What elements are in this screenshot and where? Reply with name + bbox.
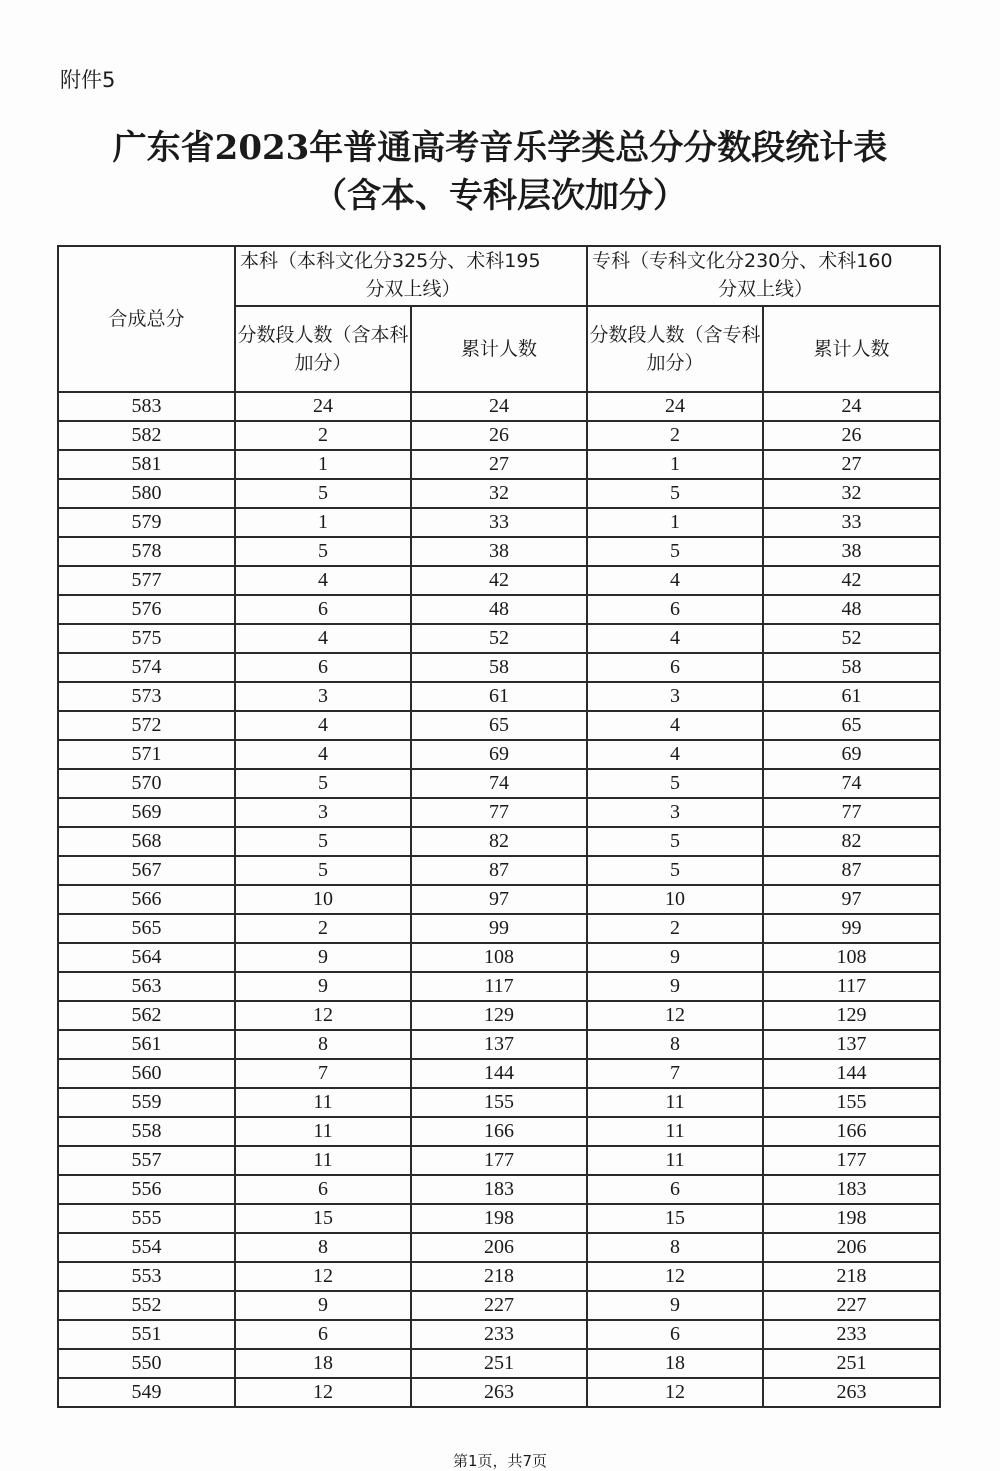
table-body xyxy=(58,392,940,1407)
table-row xyxy=(58,769,940,798)
zhuanke-cumulative-cell: 77 xyxy=(763,798,940,827)
score-cell: 560 xyxy=(58,1059,235,1088)
header-zhuanke-cumulative: 累计人数 xyxy=(763,306,940,392)
score-cell: 568 xyxy=(58,827,235,856)
benke-cumulative-cell: 129 xyxy=(411,1001,587,1030)
benke-cumulative-cell: 108 xyxy=(411,943,587,972)
table-row xyxy=(58,479,940,508)
document-subtitle: （含本、专科层次加分） xyxy=(313,176,687,216)
zhuanke-cumulative-cell: 99 xyxy=(763,914,940,943)
benke-cumulative-cell: 144 xyxy=(411,1059,587,1088)
benke-count-cell: 11 xyxy=(235,1117,411,1146)
table-row xyxy=(58,1320,940,1349)
score-cell: 576 xyxy=(58,595,235,624)
header-group-zhuanke-line2: 分双上线） xyxy=(717,278,813,300)
benke-count-cell: 7 xyxy=(235,1059,411,1088)
table-row xyxy=(58,1059,940,1088)
benke-count-cell: 12 xyxy=(235,1262,411,1291)
table-row xyxy=(58,450,940,479)
header-benke-count: 分数段人数（含本科加分） xyxy=(235,306,411,392)
zhuanke-cumulative-cell: 24 xyxy=(763,392,940,421)
zhuanke-count-cell: 1 xyxy=(587,450,763,479)
zhuanke-cumulative-cell: 61 xyxy=(763,682,940,711)
zhuanke-count-cell: 10 xyxy=(587,885,763,914)
benke-count-cell: 5 xyxy=(235,537,411,566)
benke-count-cell: 12 xyxy=(235,1378,411,1407)
benke-count-cell: 6 xyxy=(235,653,411,682)
header-zhuanke-count: 分数段人数（含专科加分） xyxy=(587,306,763,392)
benke-count-cell: 9 xyxy=(235,972,411,1001)
benke-cumulative-cell: 218 xyxy=(411,1262,587,1291)
zhuanke-cumulative-cell: 108 xyxy=(763,943,940,972)
score-cell: 573 xyxy=(58,682,235,711)
zhuanke-cumulative-cell: 117 xyxy=(763,972,940,1001)
benke-count-cell: 18 xyxy=(235,1349,411,1378)
benke-cumulative-cell: 155 xyxy=(411,1088,587,1117)
score-cell: 561 xyxy=(58,1030,235,1059)
table-row xyxy=(58,1088,940,1117)
table-row xyxy=(58,1291,940,1320)
score-cell: 579 xyxy=(58,508,235,537)
score-cell: 563 xyxy=(58,972,235,1001)
benke-cumulative-cell: 33 xyxy=(411,508,587,537)
benke-cumulative-cell: 166 xyxy=(411,1117,587,1146)
zhuanke-count-cell: 6 xyxy=(587,1175,763,1204)
table-row xyxy=(58,798,940,827)
zhuanke-count-cell: 3 xyxy=(587,798,763,827)
benke-count-cell: 8 xyxy=(235,1030,411,1059)
benke-count-cell: 4 xyxy=(235,624,411,653)
zhuanke-count-cell: 5 xyxy=(587,827,763,856)
benke-cumulative-cell: 183 xyxy=(411,1175,587,1204)
benke-cumulative-cell: 87 xyxy=(411,856,587,885)
zhuanke-count-cell: 4 xyxy=(587,740,763,769)
header-benke-cumulative: 累计人数 xyxy=(411,306,587,392)
header-group-zhuanke xyxy=(587,246,940,306)
score-cell: 571 xyxy=(58,740,235,769)
benke-count-cell: 1 xyxy=(235,450,411,479)
zhuanke-cumulative-cell: 32 xyxy=(763,479,940,508)
zhuanke-count-cell: 15 xyxy=(587,1204,763,1233)
score-cell: 582 xyxy=(58,421,235,450)
benke-cumulative-cell: 137 xyxy=(411,1030,587,1059)
benke-cumulative-cell: 52 xyxy=(411,624,587,653)
zhuanke-count-cell: 9 xyxy=(587,943,763,972)
table-row xyxy=(58,624,940,653)
table-row xyxy=(58,682,940,711)
score-cell: 549 xyxy=(58,1378,235,1407)
table-row xyxy=(58,740,940,769)
benke-count-cell: 15 xyxy=(235,1204,411,1233)
benke-cumulative-cell: 69 xyxy=(411,740,587,769)
score-cell: 567 xyxy=(58,856,235,885)
score-cell: 572 xyxy=(58,711,235,740)
score-cell: 555 xyxy=(58,1204,235,1233)
page-number: 第1页，共7页 xyxy=(452,1452,548,1470)
zhuanke-count-cell: 12 xyxy=(587,1262,763,1291)
benke-count-cell: 6 xyxy=(235,595,411,624)
zhuanke-cumulative-cell: 155 xyxy=(763,1088,940,1117)
table-row xyxy=(58,885,940,914)
table-row xyxy=(58,508,940,537)
benke-count-cell: 5 xyxy=(235,856,411,885)
benke-cumulative-cell: 99 xyxy=(411,914,587,943)
table-row xyxy=(58,392,940,421)
benke-count-cell: 2 xyxy=(235,914,411,943)
zhuanke-cumulative-cell: 26 xyxy=(763,421,940,450)
zhuanke-count-cell: 2 xyxy=(587,421,763,450)
table-row xyxy=(58,1001,940,1030)
score-cell: 564 xyxy=(58,943,235,972)
header-group-benke-line1: 本科（本科文化分325分、术科195 xyxy=(240,250,541,272)
benke-count-cell: 10 xyxy=(235,885,411,914)
zhuanke-cumulative-cell: 144 xyxy=(763,1059,940,1088)
benke-count-cell: 8 xyxy=(235,1233,411,1262)
score-cell: 566 xyxy=(58,885,235,914)
benke-cumulative-cell: 227 xyxy=(411,1291,587,1320)
header-group-zhuanke-line1: 专科（专科文化分230分、术科160 xyxy=(592,250,893,272)
zhuanke-cumulative-cell: 198 xyxy=(763,1204,940,1233)
zhuanke-count-cell: 11 xyxy=(587,1117,763,1146)
zhuanke-count-cell: 5 xyxy=(587,479,763,508)
benke-cumulative-cell: 61 xyxy=(411,682,587,711)
benke-cumulative-cell: 233 xyxy=(411,1320,587,1349)
zhuanke-count-cell: 4 xyxy=(587,711,763,740)
benke-cumulative-cell: 198 xyxy=(411,1204,587,1233)
zhuanke-count-cell: 12 xyxy=(587,1001,763,1030)
table-row xyxy=(58,1204,940,1233)
zhuanke-count-cell: 11 xyxy=(587,1146,763,1175)
table-row xyxy=(58,1349,940,1378)
benke-cumulative-cell: 26 xyxy=(411,421,587,450)
benke-cumulative-cell: 27 xyxy=(411,450,587,479)
benke-count-cell: 2 xyxy=(235,421,411,450)
score-cell: 557 xyxy=(58,1146,235,1175)
table-row xyxy=(58,914,940,943)
zhuanke-count-cell: 11 xyxy=(587,1088,763,1117)
zhuanke-cumulative-cell: 58 xyxy=(763,653,940,682)
score-cell: 574 xyxy=(58,653,235,682)
table-row xyxy=(58,943,940,972)
benke-cumulative-cell: 24 xyxy=(411,392,587,421)
table-row xyxy=(58,972,940,1001)
table-row xyxy=(58,595,940,624)
benke-cumulative-cell: 38 xyxy=(411,537,587,566)
zhuanke-count-cell: 9 xyxy=(587,1291,763,1320)
benke-count-cell: 5 xyxy=(235,769,411,798)
score-cell: 583 xyxy=(58,392,235,421)
benke-count-cell: 12 xyxy=(235,1001,411,1030)
score-cell: 553 xyxy=(58,1262,235,1291)
table-row xyxy=(58,1146,940,1175)
benke-count-cell: 6 xyxy=(235,1320,411,1349)
zhuanke-count-cell: 6 xyxy=(587,1320,763,1349)
benke-count-cell: 6 xyxy=(235,1175,411,1204)
zhuanke-cumulative-cell: 42 xyxy=(763,566,940,595)
zhuanke-cumulative-cell: 82 xyxy=(763,827,940,856)
benke-count-cell: 4 xyxy=(235,566,411,595)
score-cell: 559 xyxy=(58,1088,235,1117)
zhuanke-count-cell: 9 xyxy=(587,972,763,1001)
zhuanke-cumulative-cell: 227 xyxy=(763,1291,940,1320)
benke-count-cell: 11 xyxy=(235,1146,411,1175)
zhuanke-count-cell: 8 xyxy=(587,1030,763,1059)
benke-count-cell: 24 xyxy=(235,392,411,421)
header-group-benke-line2: 分双上线） xyxy=(365,278,461,300)
benke-count-cell: 5 xyxy=(235,479,411,508)
benke-count-cell: 9 xyxy=(235,943,411,972)
table-row xyxy=(58,711,940,740)
score-cell: 554 xyxy=(58,1233,235,1262)
zhuanke-count-cell: 3 xyxy=(587,682,763,711)
zhuanke-count-cell: 4 xyxy=(587,624,763,653)
header-total-score: 合成总分 xyxy=(58,246,235,392)
score-cell: 580 xyxy=(58,479,235,508)
benke-count-cell: 1 xyxy=(235,508,411,537)
attachment-label: 附件5 xyxy=(60,68,116,92)
zhuanke-count-cell: 2 xyxy=(587,914,763,943)
zhuanke-count-cell: 5 xyxy=(587,769,763,798)
score-cell: 570 xyxy=(58,769,235,798)
zhuanke-count-cell: 7 xyxy=(587,1059,763,1088)
table-row xyxy=(58,1233,940,1262)
benke-cumulative-cell: 32 xyxy=(411,479,587,508)
benke-count-cell: 3 xyxy=(235,798,411,827)
score-cell: 578 xyxy=(58,537,235,566)
benke-cumulative-cell: 42 xyxy=(411,566,587,595)
score-cell: 577 xyxy=(58,566,235,595)
benke-cumulative-cell: 82 xyxy=(411,827,587,856)
benke-count-cell: 3 xyxy=(235,682,411,711)
table-row xyxy=(58,856,940,885)
score-cell: 551 xyxy=(58,1320,235,1349)
benke-cumulative-cell: 48 xyxy=(411,595,587,624)
score-cell: 562 xyxy=(58,1001,235,1030)
zhuanke-cumulative-cell: 183 xyxy=(763,1175,940,1204)
benke-cumulative-cell: 251 xyxy=(411,1349,587,1378)
table-row xyxy=(58,421,940,450)
benke-cumulative-cell: 177 xyxy=(411,1146,587,1175)
zhuanke-count-cell: 5 xyxy=(587,856,763,885)
score-cell: 552 xyxy=(58,1291,235,1320)
zhuanke-count-cell: 6 xyxy=(587,653,763,682)
benke-cumulative-cell: 58 xyxy=(411,653,587,682)
zhuanke-cumulative-cell: 74 xyxy=(763,769,940,798)
zhuanke-cumulative-cell: 177 xyxy=(763,1146,940,1175)
benke-cumulative-cell: 77 xyxy=(411,798,587,827)
score-cell: 565 xyxy=(58,914,235,943)
zhuanke-cumulative-cell: 137 xyxy=(763,1030,940,1059)
zhuanke-cumulative-cell: 65 xyxy=(763,711,940,740)
zhuanke-count-cell: 18 xyxy=(587,1349,763,1378)
document-title: 广东省2023年普通高考音乐学类总分分数段统计表 xyxy=(112,128,888,168)
zhuanke-count-cell: 5 xyxy=(587,537,763,566)
zhuanke-count-cell: 24 xyxy=(587,392,763,421)
score-cell: 558 xyxy=(58,1117,235,1146)
table-row xyxy=(58,827,940,856)
zhuanke-cumulative-cell: 52 xyxy=(763,624,940,653)
zhuanke-cumulative-cell: 166 xyxy=(763,1117,940,1146)
zhuanke-cumulative-cell: 129 xyxy=(763,1001,940,1030)
zhuanke-cumulative-cell: 27 xyxy=(763,450,940,479)
score-cell: 575 xyxy=(58,624,235,653)
score-cell: 550 xyxy=(58,1349,235,1378)
zhuanke-count-cell: 4 xyxy=(587,566,763,595)
zhuanke-cumulative-cell: 263 xyxy=(763,1378,940,1407)
zhuanke-count-cell: 6 xyxy=(587,595,763,624)
benke-count-cell: 11 xyxy=(235,1088,411,1117)
zhuanke-count-cell: 1 xyxy=(587,508,763,537)
zhuanke-cumulative-cell: 87 xyxy=(763,856,940,885)
benke-cumulative-cell: 206 xyxy=(411,1233,587,1262)
score-cell: 581 xyxy=(58,450,235,479)
zhuanke-cumulative-cell: 97 xyxy=(763,885,940,914)
table-row xyxy=(58,537,940,566)
benke-cumulative-cell: 117 xyxy=(411,972,587,1001)
zhuanke-cumulative-cell: 38 xyxy=(763,537,940,566)
zhuanke-cumulative-cell: 33 xyxy=(763,508,940,537)
zhuanke-cumulative-cell: 233 xyxy=(763,1320,940,1349)
table-row xyxy=(58,1262,940,1291)
score-distribution-table xyxy=(57,245,941,1408)
table-row xyxy=(58,1175,940,1204)
benke-count-cell: 5 xyxy=(235,827,411,856)
zhuanke-count-cell: 12 xyxy=(587,1378,763,1407)
table-row xyxy=(58,1378,940,1407)
table-row xyxy=(58,566,940,595)
benke-cumulative-cell: 97 xyxy=(411,885,587,914)
score-cell: 556 xyxy=(58,1175,235,1204)
score-cell: 569 xyxy=(58,798,235,827)
zhuanke-cumulative-cell: 206 xyxy=(763,1233,940,1262)
zhuanke-cumulative-cell: 218 xyxy=(763,1262,940,1291)
zhuanke-count-cell: 8 xyxy=(587,1233,763,1262)
benke-cumulative-cell: 74 xyxy=(411,769,587,798)
benke-count-cell: 4 xyxy=(235,711,411,740)
table-row xyxy=(58,653,940,682)
benke-count-cell: 9 xyxy=(235,1291,411,1320)
header-group-benke xyxy=(235,246,587,306)
zhuanke-cumulative-cell: 48 xyxy=(763,595,940,624)
table-row xyxy=(58,1030,940,1059)
zhuanke-cumulative-cell: 251 xyxy=(763,1349,940,1378)
benke-cumulative-cell: 65 xyxy=(411,711,587,740)
zhuanke-cumulative-cell: 69 xyxy=(763,740,940,769)
benke-count-cell: 4 xyxy=(235,740,411,769)
benke-cumulative-cell: 263 xyxy=(411,1378,587,1407)
table-row xyxy=(58,1117,940,1146)
